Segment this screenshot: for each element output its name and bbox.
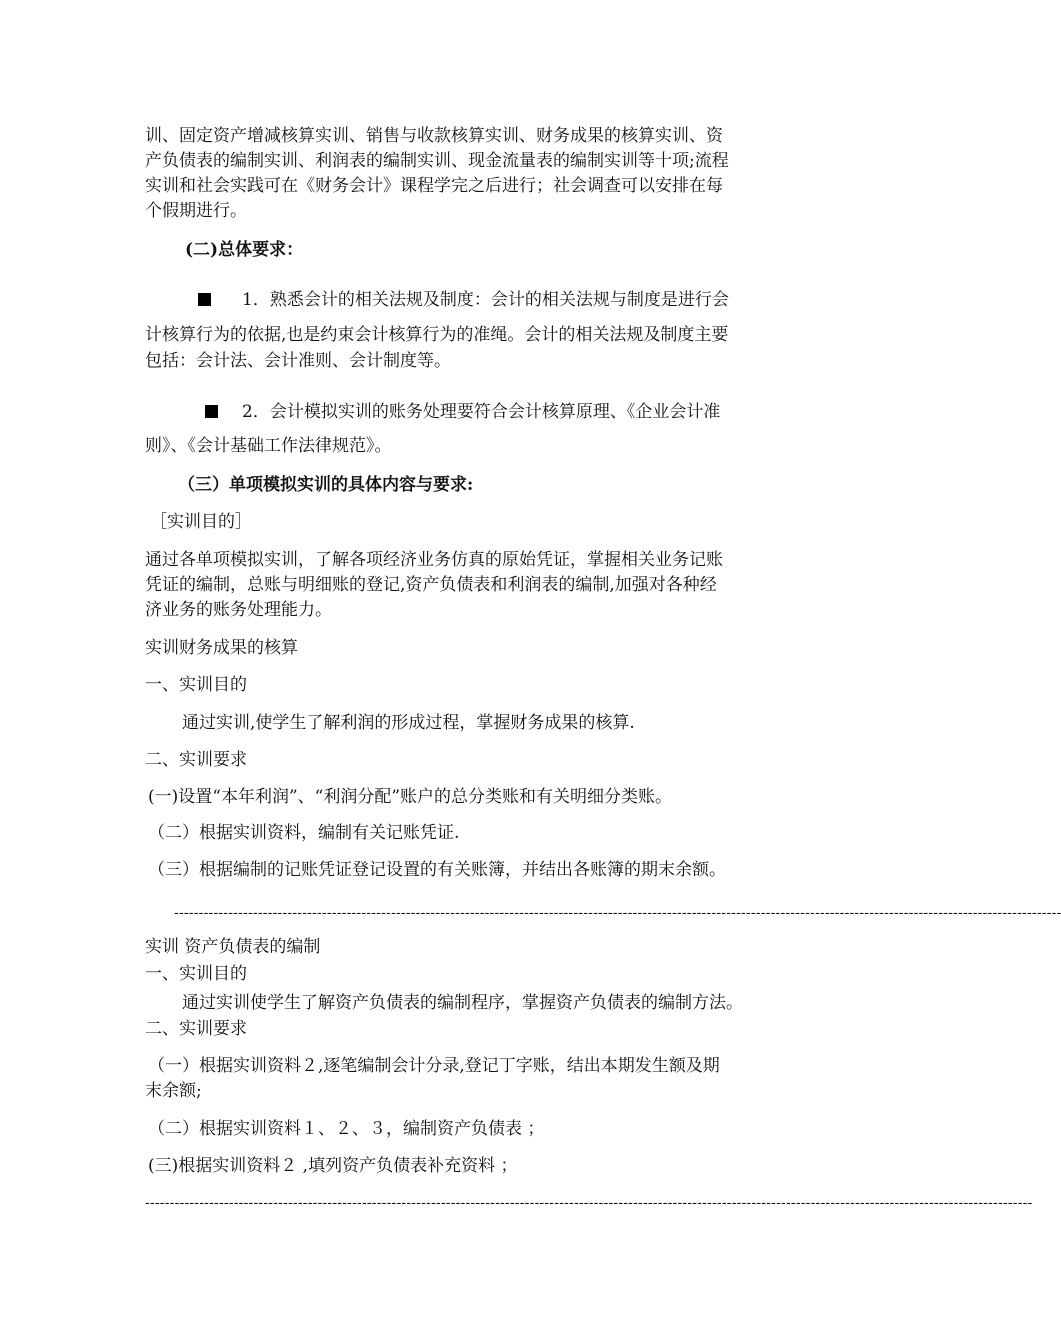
section1-item-1: (一)设置“本年利润”、“利润分配”账户的总分类账和有关明细分类账。 (148, 787, 673, 807)
section2-item-2: （二）根据实训资料１、２、３，编制资产负债表 ； (148, 1119, 545, 1139)
bullet-square-icon (198, 293, 211, 306)
separator-dashed-line: ------------------------------------------------------------------------------------------------------------------------------------------------------------------------------------ (145, 1195, 1033, 1211)
section2-item-1-line-2: 末余额; (145, 1081, 202, 1101)
section1-item-2: （二）根据实训资料，编制有关记账凭证. (148, 823, 460, 843)
purpose-line-3: 济业务的账务处理能力。 (145, 600, 332, 620)
section2-goal-label: 一、实训目的 (145, 964, 247, 984)
section1-goal-label: 一、实训目的 (145, 675, 247, 695)
req1-line-3: 包括：会计法、会计准则、会计制度等。 (145, 351, 451, 371)
req2-line-2: 则》、《会计基础工作法律规范》。 (145, 436, 392, 456)
intro-line-2: 产负债表的编制实训、利润表的编制实训、现金流量表的编制实训等十项;流程 (145, 151, 729, 171)
section2-item-1-line-1: （一）根据实训资料２,逐笔编制会计分录,登记丁字账，结出本期发生额及期 (148, 1056, 720, 1076)
req1-line-1: 1．熟悉会计的相关法规及制度：会计的相关法规与制度是进行会 (242, 290, 729, 310)
bullet-square-icon (205, 405, 218, 418)
section2-goal-text: 通过实训使学生了解资产负债表的编制程序，掌握资产负债表的编制方法。 (182, 993, 743, 1013)
intro-line-3: 实训和社会实践可在《财务会计》课程学完之后进行；社会调查可以安排在每 (145, 176, 723, 196)
section1-req-label: 二、实训要求 (145, 750, 247, 770)
req2-line-1: 2．会计模拟实训的账务处理要符合会计核算原理、《企业会计准 (242, 402, 721, 422)
section2-item-3: (三)根据实训资料２ ,填列资产负债表补充资料 ； (148, 1156, 518, 1176)
section2-req-label: 二、实训要求 (145, 1019, 247, 1039)
heading-general-requirements: (二)总体要求： (185, 240, 304, 260)
purpose-line-2: 凭证的编制，总账与明细账的登记,资产负债表和利润表的编制,加强对各种经 (145, 575, 717, 595)
intro-line-1: 训、固定资产增减核算实训、销售与收款核算实训、财务成果的核算实训、资 (145, 126, 723, 146)
heading-single-training: （三）单项模拟实训的具体内容与要求: (178, 475, 474, 495)
separator-dashed-line: ------------------------------------------------------------------------------------------------------------------------------------------------------------------------------------ (174, 905, 1061, 921)
purpose-line-1: 通过各单项模拟实训，了解各项经济业务仿真的原始凭证，掌握相关业务记账 (145, 550, 723, 570)
intro-line-4: 个假期进行。 (145, 201, 247, 221)
section1-item-3: （三）根据编制的记账凭证登记设置的有关账簿，并结出各账簿的期末余额。 (148, 860, 726, 880)
purpose-label: ［实训目的］ (150, 512, 252, 532)
section1-goal-text: 通过实训,使学生了解利润的形成过程，掌握财务成果的核算. (182, 713, 635, 733)
section1-title: 实训财务成果的核算 (145, 638, 298, 658)
section2-title: 实训 资产负债表的编制 (145, 937, 321, 957)
req1-line-2: 计核算行为的依据,也是约束会计核算行为的准绳。会计的相关法规及制度主要 (145, 325, 729, 345)
